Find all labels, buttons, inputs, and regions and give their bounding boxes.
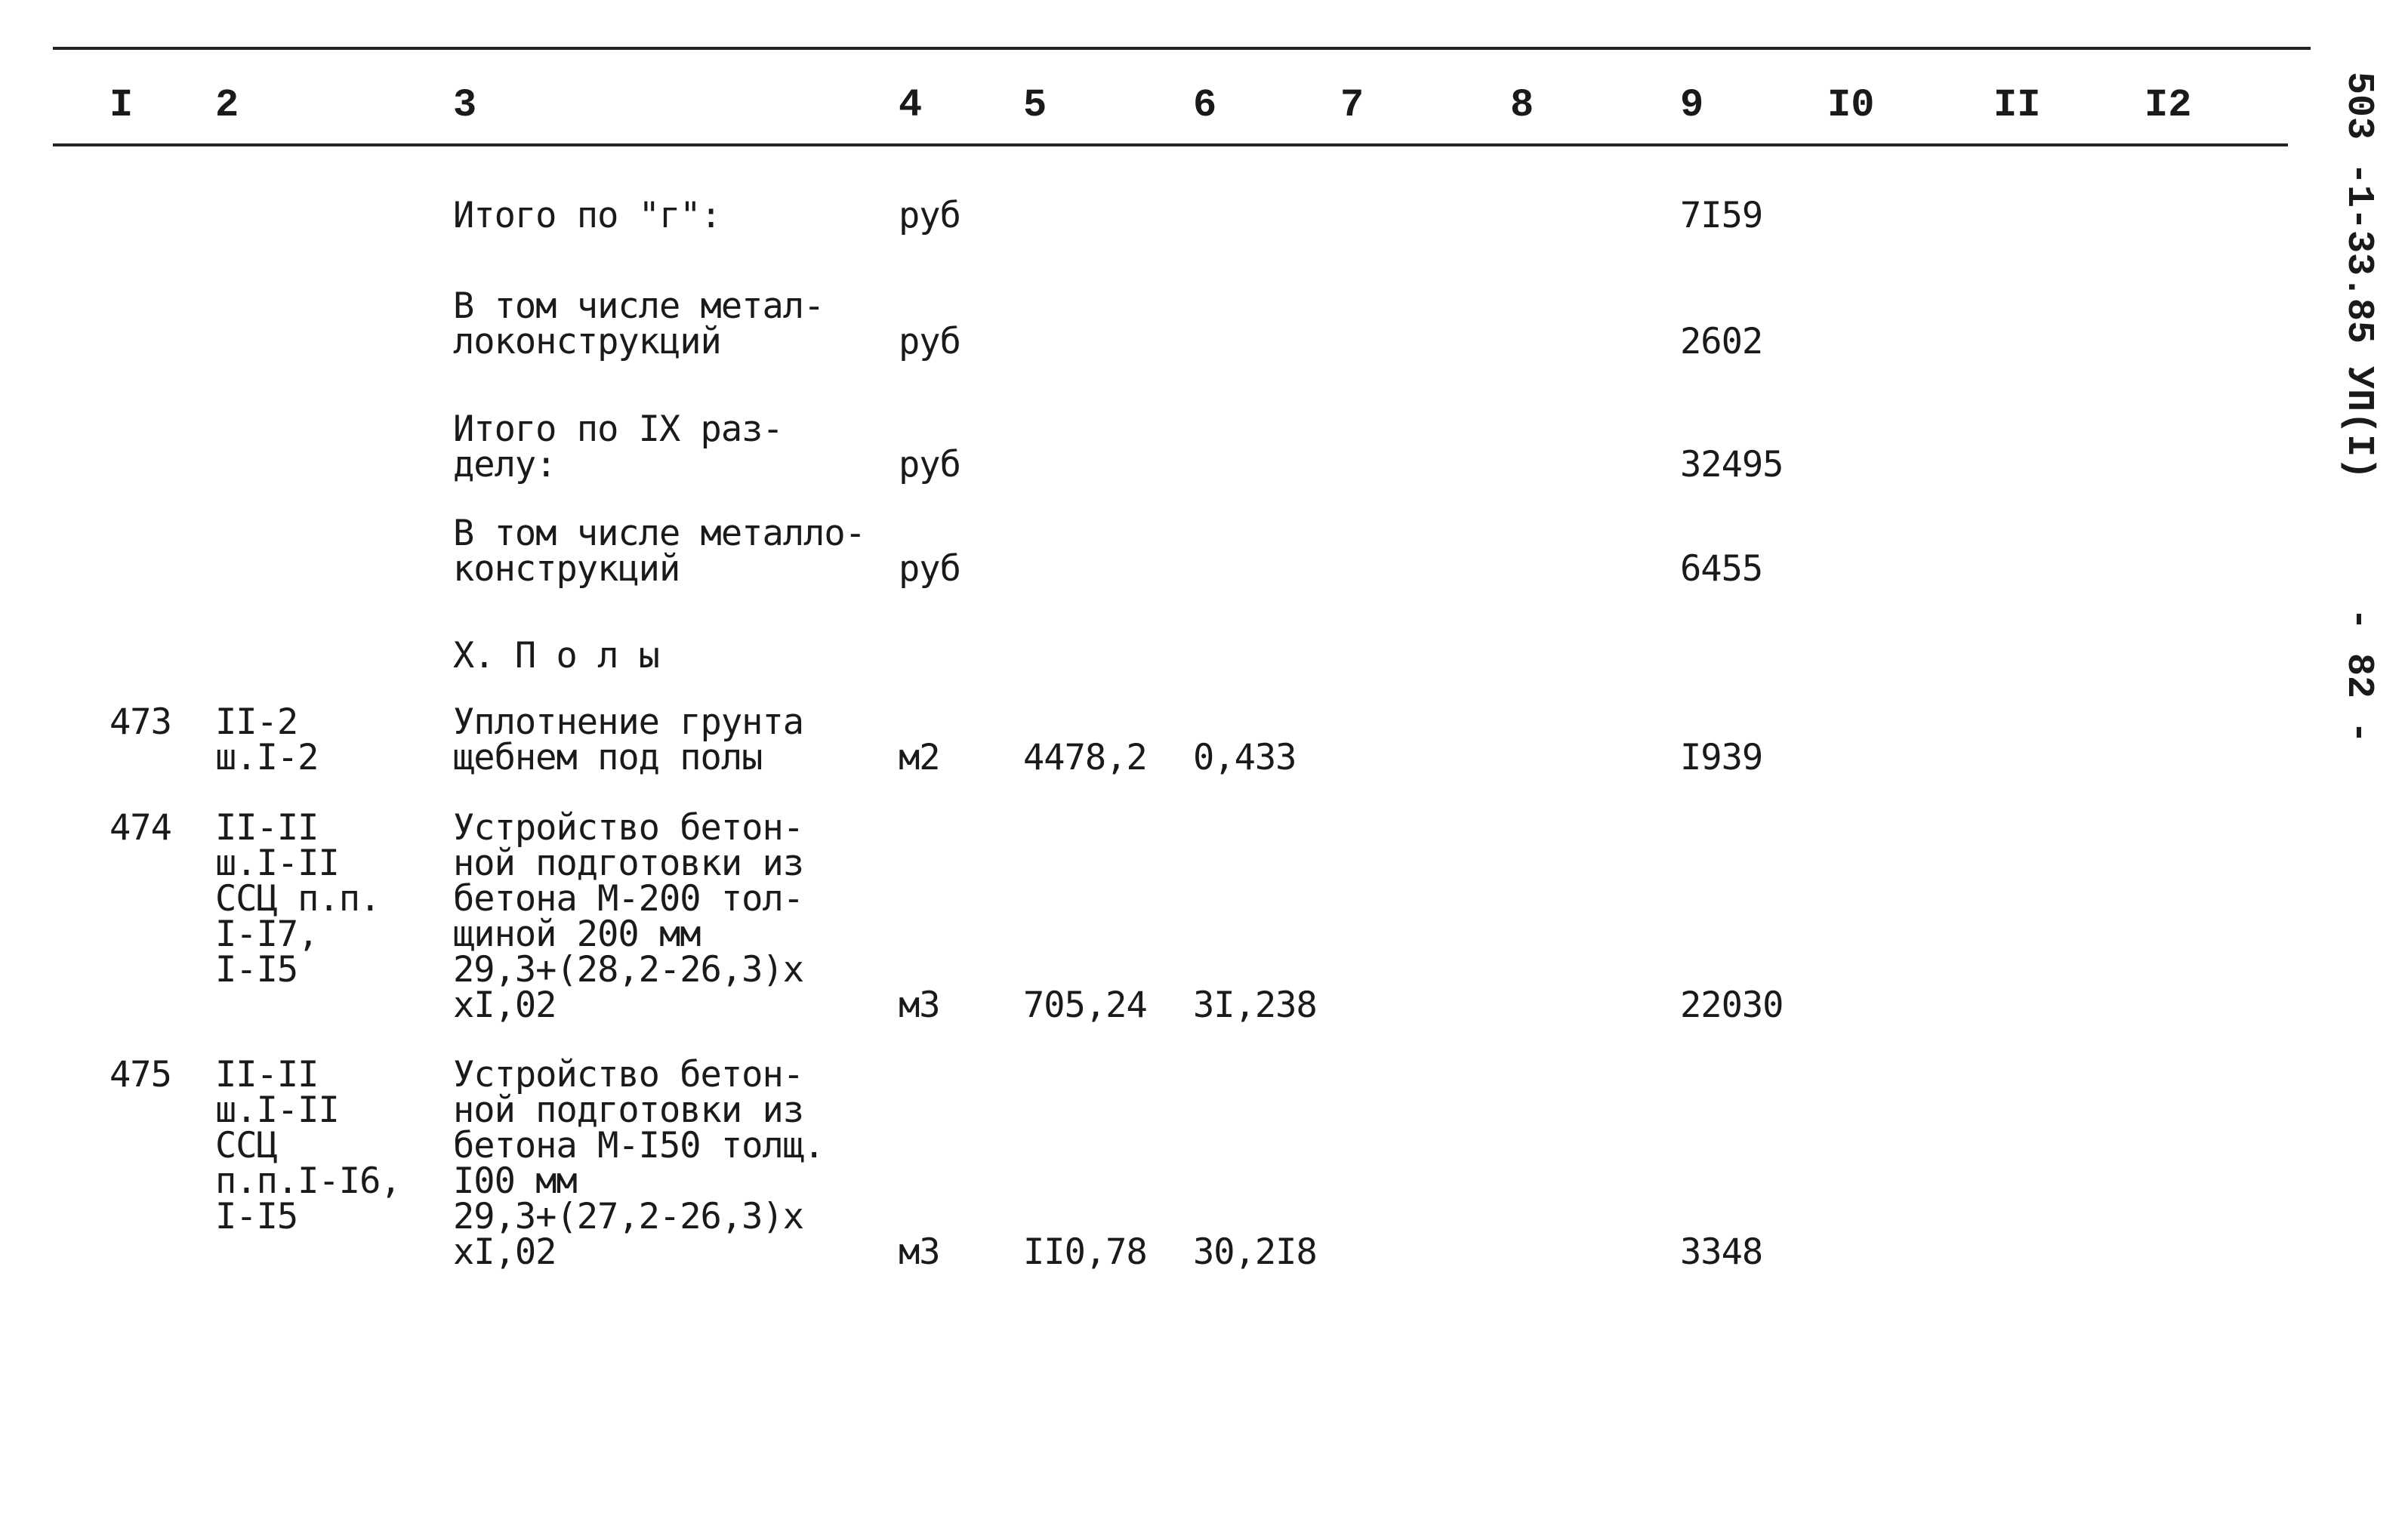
column-header-5: 5 (1023, 83, 1047, 128)
header-rule (53, 143, 2288, 146)
column-header-4: 4 (899, 83, 923, 128)
row-unit: м2 (899, 737, 940, 778)
row-unit: руб (899, 548, 960, 590)
row-total: 2602 (1680, 321, 1763, 362)
row-name: Устройство бетон- ной подготовки из бетона М-200 тол- щиной 200 мм 29,3+(28,2-26,3)х хI,02 (453, 807, 804, 1026)
row-total: 6455 (1680, 548, 1763, 590)
row-total: 3348 (1680, 1231, 1763, 1273)
column-header-10: I0 (1827, 83, 1875, 128)
row-quantity: II0,78 (1023, 1231, 1147, 1273)
section-heading: X. П о л ы (453, 635, 659, 676)
row-number: 474 (109, 807, 171, 849)
row-reference: II-2 ш.I-2 (215, 701, 319, 778)
column-header-11: II (1993, 83, 2041, 128)
column-header-1: I (109, 83, 134, 128)
row-quantity: 4478,2 (1023, 737, 1147, 778)
row-price: 0,433 (1193, 737, 1296, 778)
row-total: 7I59 (1680, 195, 1763, 236)
row-total: 22030 (1680, 984, 1784, 1026)
column-header-9: 9 (1680, 83, 1704, 128)
column-header-7: 7 (1340, 83, 1364, 128)
column-header-6: 6 (1193, 83, 1217, 128)
row-price: 30,2I8 (1193, 1231, 1317, 1273)
row-total: I939 (1680, 737, 1763, 778)
column-header-3: 3 (453, 83, 477, 128)
row-reference: II-II ш.I-II ССЦ п.п. I-I7, I-I5 (215, 807, 381, 991)
column-header-2: 2 (215, 83, 239, 128)
row-reference: II-II ш.I-II ССЦ п.п.I-I6, I-I5 (215, 1054, 401, 1237)
row-total: 32495 (1680, 444, 1784, 485)
row-unit: м3 (899, 984, 940, 1026)
page-number: - 82 - (2337, 608, 2380, 744)
top-rule (53, 47, 2311, 50)
column-header-8: 8 (1510, 83, 1534, 128)
row-name: В том числе метал- локонструкций (453, 285, 825, 362)
row-number: 475 (109, 1054, 171, 1095)
row-name: Уплотнение грунта щебнем под полы (453, 701, 804, 778)
row-quantity: 705,24 (1023, 984, 1147, 1026)
row-name: Устройство бетон- ной подготовки из бетона М-I50 толщ. I00 мм 29,3+(27,2-26,3)х хI,02 (453, 1054, 825, 1273)
row-name: В том числе металло- конструкций (453, 513, 865, 590)
row-price: 3I,238 (1193, 984, 1317, 1026)
row-unit: м3 (899, 1231, 940, 1273)
row-name: Итого по IX раз- делу: (453, 408, 783, 485)
row-unit: руб (899, 444, 960, 485)
row-unit: руб (899, 321, 960, 362)
column-header-12: I2 (2144, 83, 2192, 128)
row-unit: руб (899, 195, 960, 236)
document-code: 503 -1-33.85 УП(I) (2337, 72, 2380, 480)
row-name: Итого по "г": (453, 195, 721, 236)
row-number: 473 (109, 701, 171, 743)
